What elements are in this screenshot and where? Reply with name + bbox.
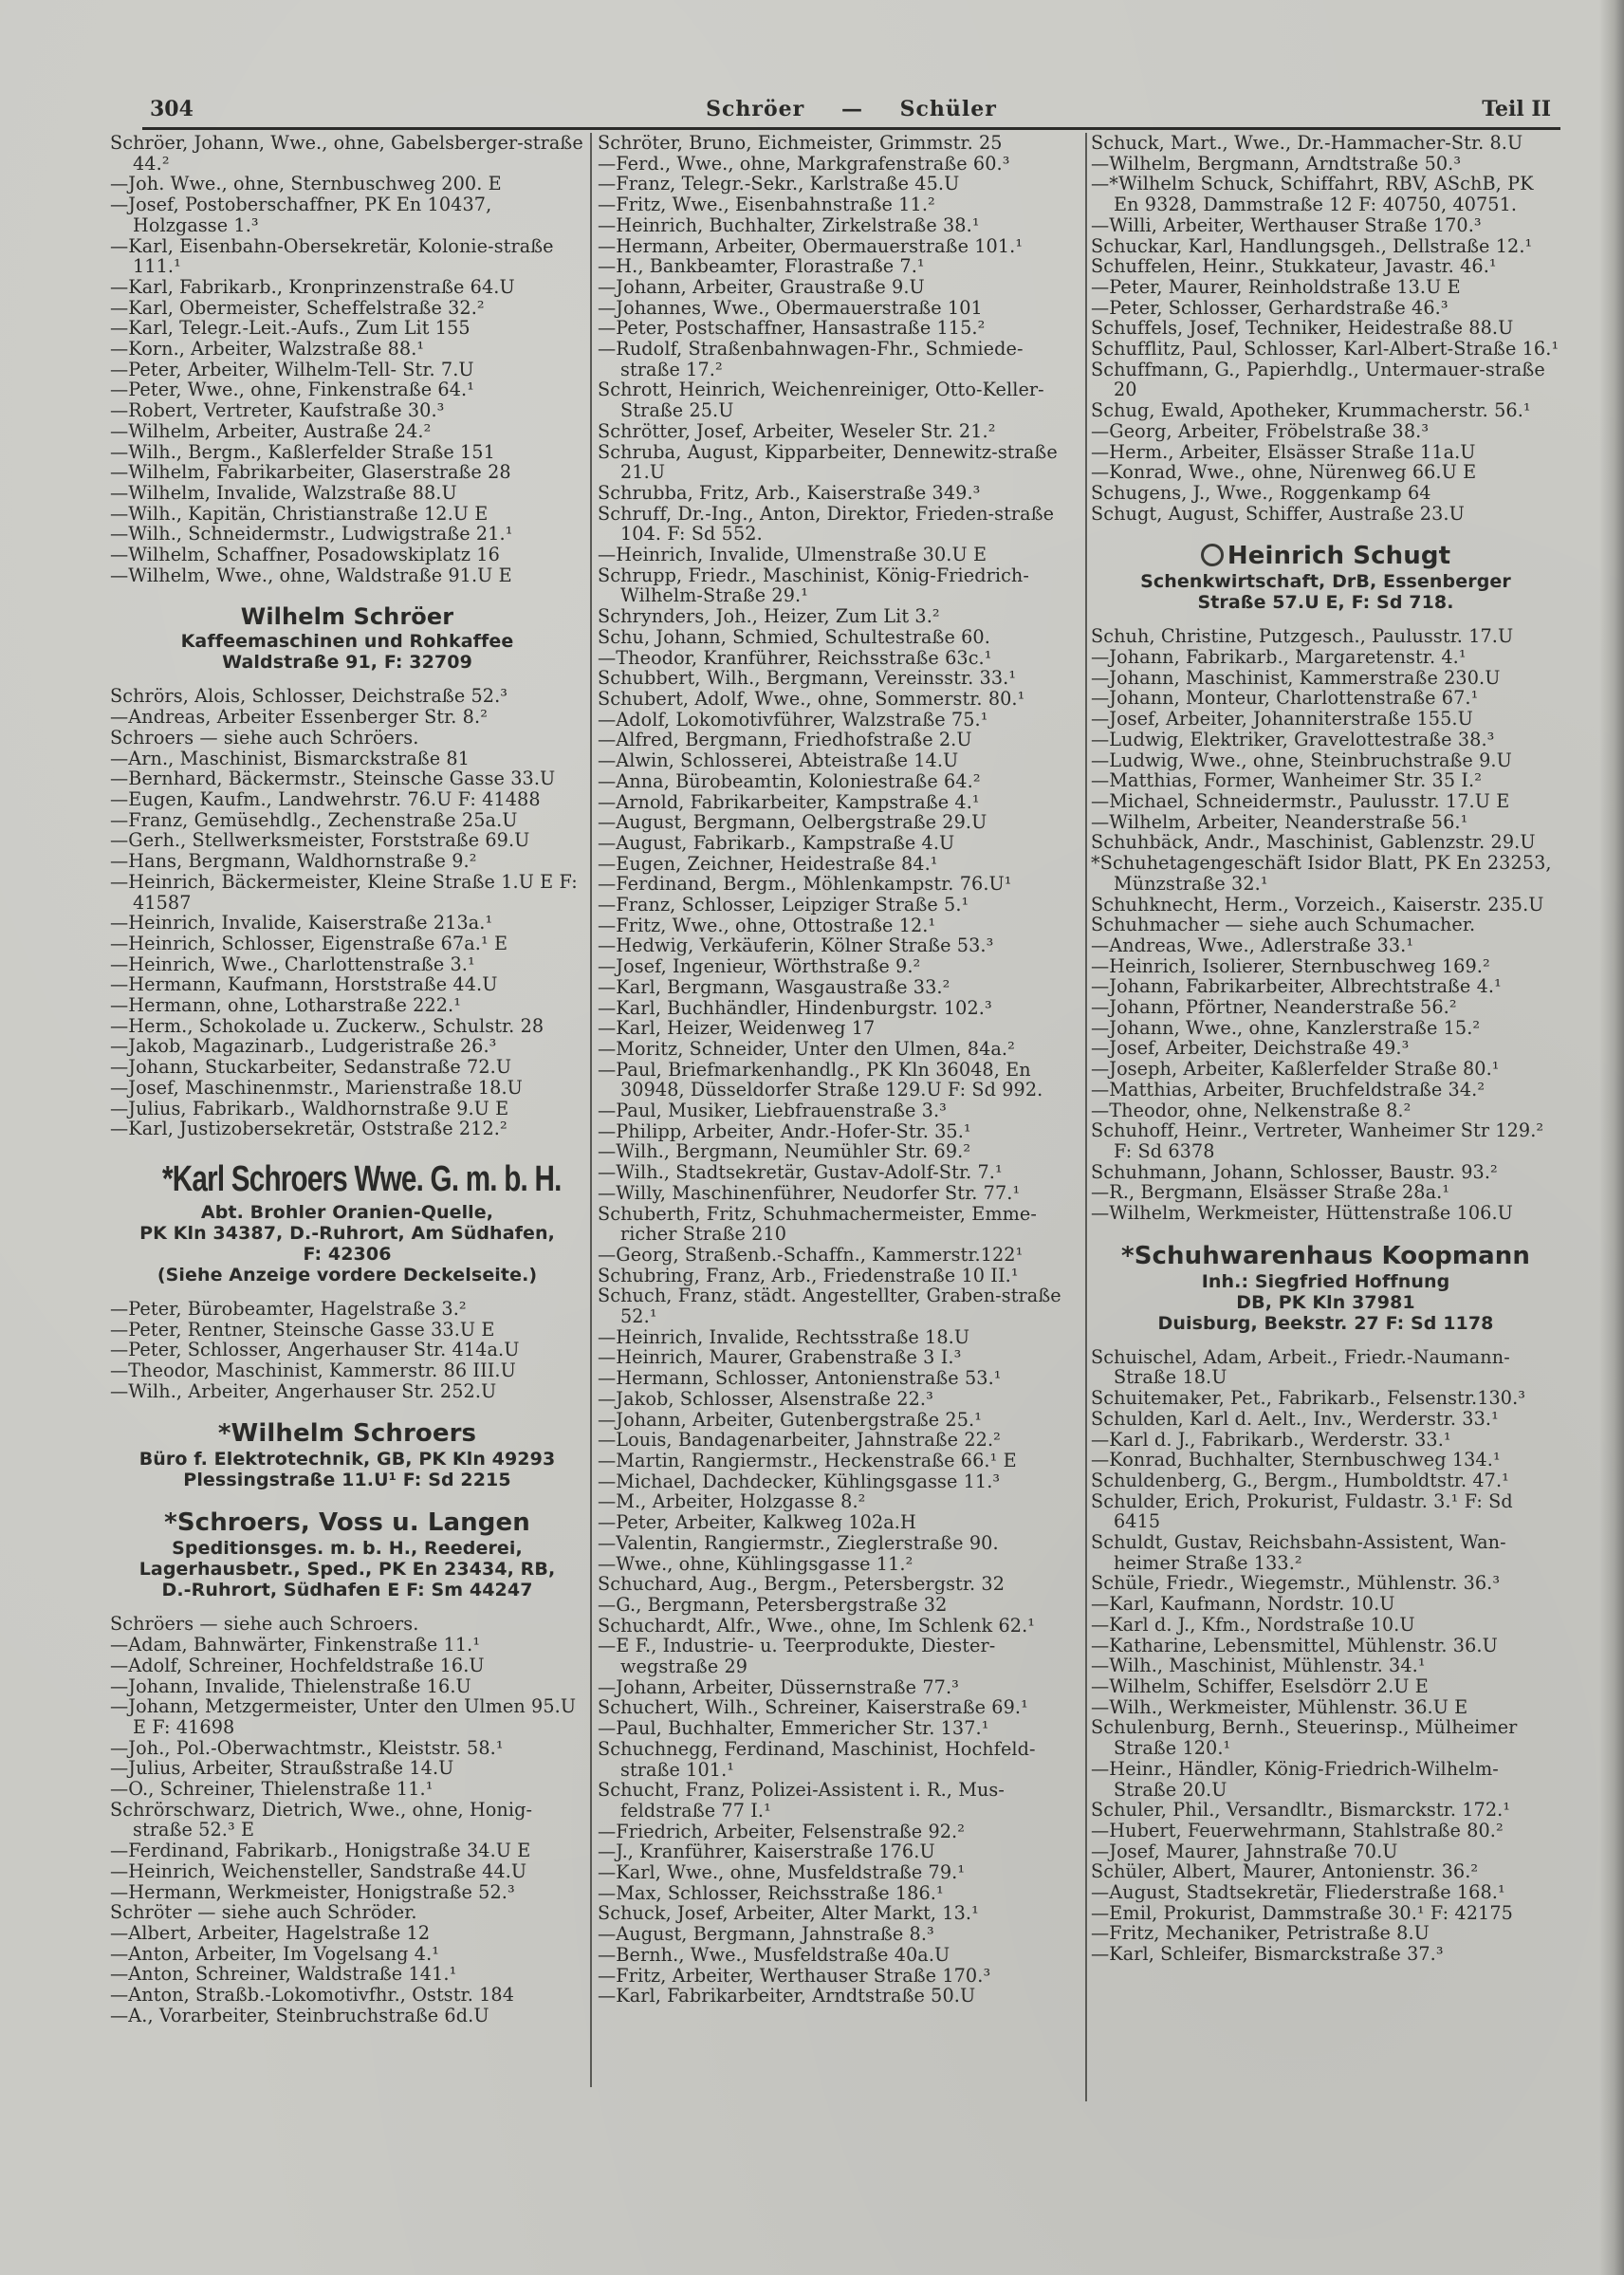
advertisement-title-text: Wilhelm Schröer <box>240 603 454 631</box>
directory-entry: Schulder, Erich, Prokurist, Fuldastr. 3.¹ F: Sd 6415 <box>1091 1489 1513 1533</box>
directory-entry: —Hermann, Werkmeister, Honigstraße 52.³ <box>110 1880 515 1903</box>
directory-entry: —August, Bergmann, Oelbergstraße 29.U <box>598 811 987 834</box>
directory-entry: —Peter, Arbeiter, Kalkweg 102a.H <box>598 1511 916 1534</box>
directory-entry: —Friedrich, Arbeiter, Felsenstraße 92.² <box>598 1820 966 1842</box>
directory-entry: —Herm., Schokolade u. Zuckerw., Schulstr. 28 <box>110 1014 544 1037</box>
directory-entry: —Julius, Arbeiter, Straußstraße 14.U <box>110 1757 454 1780</box>
directory-entry: Schuhbäck, Andr., Maschinist, Gablenzstr. 29.U <box>1091 831 1536 854</box>
directory-entry: —Peter, Bürobeamter, Hagelstraße 3.² <box>110 1297 467 1320</box>
advertisement-line: Abt. Brohler Oranien-Quelle, <box>200 1201 494 1223</box>
directory-entry: —Alfred, Bergmann, Friedhofstraße 2.U <box>598 729 972 751</box>
directory-entry: Schuhmacher — siehe auch Schumacher. <box>1091 914 1476 936</box>
directory-entry: —Alwin, Schlosserei, Abteistraße 14.U <box>598 749 959 772</box>
directory-entry: Schuchert, Wilh., Schreiner, Kaiserstraße 69.¹ <box>598 1696 1028 1719</box>
directory-entry: —Fritz, Mechaniker, Petristraße 8.U <box>1091 1922 1430 1945</box>
directory-entry: —Theodor, Kranführer, Reichsstraße 63c.¹ <box>598 646 992 669</box>
directory-entry: Schuhmann, Johann, Schlosser, Baustr. 93.² <box>1091 1160 1498 1183</box>
directory-entry: —M., Arbeiter, Holzgasse 8.² <box>598 1490 866 1513</box>
directory-entry: Schruff, Dr.-Ing., Anton, Direktor, Frieden-straße 104. F: Sd 552. <box>598 502 1055 546</box>
directory-entry: —Johann, Arbeiter, Graustraße 9.U <box>598 275 925 298</box>
directory-entry: Schröers — siehe auch Schroers. <box>110 1613 419 1636</box>
directory-entry: Schrott, Heinrich, Weichenreiniger, Otto-Keller-Straße 25.U <box>598 379 1044 422</box>
directory-entry: —Johann, Arbeiter, Düssernstraße 77.³ <box>598 1675 959 1698</box>
directory-entry: —Ludwig, Elektriker, Gravelottestraße 38.³ <box>1091 728 1495 750</box>
directory-entry: —Josef, Maschinenmstr., Marienstraße 18.U <box>110 1076 523 1099</box>
directory-entry: —Martin, Rangiermstr., Heckenstraße 66.¹ E <box>598 1450 1017 1471</box>
directory-entry: —*Wilhelm Schuck, Schiffahrt, RBV, ASchB, PK En 9328, Dammstraße 12 F: 40750, 40751. <box>1091 173 1534 216</box>
directory-entry: —Ferdinand, Bergm., Möhlenkampstr. 76.U¹ <box>598 873 1012 896</box>
directory-entry: —Karl, Justizobersekretär, Oststraße 212.² <box>110 1118 508 1140</box>
directory-entry: —Heinrich, Wwe., Charlottenstraße 3.¹ <box>110 953 475 975</box>
directory-entry: Schuhoff, Heinr., Vertreter, Wanheimer Str 129.² F: Sd 6378 <box>1091 1119 1544 1162</box>
directory-entry: —Max, Schlosser, Reichsstraße 186.¹ <box>598 1881 944 1904</box>
column-1 <box>110 133 584 2026</box>
directory-entry: —Wilhelm, Invalide, Walzstraße 88.U <box>110 481 457 504</box>
directory-entry: —Wilhelm, Fabrikarbeiter, Glaserstraße 28 <box>110 461 511 484</box>
directory-entry: —Willy, Maschinenführer, Neudorfer Str. 77.¹ <box>598 1181 1021 1204</box>
directory-entry: —Karl, Fabrikarbeiter, Arndtstraße 50.U <box>598 1985 976 2007</box>
directory-entry: —Anton, Straßb.-Lokomotivfhr., Oststr. 184 <box>110 1984 515 2007</box>
directory-entry: —Anton, Arbeiter, Im Vogelsang 4.¹ <box>110 1942 440 1965</box>
directory-entry: Schucht, Franz, Polizei-Assistent i. R., Mus-feldstraße 77 I.¹ <box>598 1779 1005 1822</box>
directory-entry: —Wilhelm, Arbeiter, Neanderstraße 56.¹ <box>1091 810 1468 833</box>
directory-entry: —Hans, Bergmann, Waldhornstraße 9.² <box>110 850 477 873</box>
directory-entry: —Wilhelm, Schiffer, Eselsdörr 2.U E <box>1091 1675 1429 1697</box>
directory-entry: Schuck, Josef, Arbeiter, Alter Markt, 13.¹ <box>598 1902 979 1925</box>
directory-entry: —Herm., Arbeiter, Elsässer Straße 11a.U <box>1091 440 1476 463</box>
directory-entry: —Joh. Wwe., ohne, Sternbuschweg 200. E <box>110 173 502 195</box>
directory-entry: —Andreas, Arbeiter Essenberger Str. 8.² <box>110 706 488 729</box>
directory-entry: —Wilhelm, Wwe., ohne, Waldstraße 91.U E <box>110 564 512 586</box>
directory-entry: —Wilhelm, Werkmeister, Hüttenstraße 106.U <box>1091 1202 1513 1225</box>
directory-entry: —Arn., Maschinist, Bismarckstraße 81 <box>110 747 471 769</box>
directory-entry: —Peter, Schlosser, Gerhardstraße 46.³ <box>1091 296 1449 319</box>
directory-entry: —Andreas, Wwe., Adlerstraße 33.¹ <box>1091 934 1414 956</box>
directory-entry: Schuckar, Karl, Handlungsgeh., Dellstraße 12.¹ <box>1091 234 1533 257</box>
directory-entry: Schuchard, Aug., Bergm., Petersbergstr. 32 <box>598 1573 1006 1596</box>
directory-entry: Schubert, Adolf, Wwe., ohne, Sommerstr. 80.¹ <box>598 687 1025 710</box>
directory-entry: Schufflitz, Paul, Schlosser, Karl-Albert-Straße 16.¹ <box>1091 338 1559 361</box>
directory-entry: —Franz, Schlosser, Leipziger Straße 5.¹ <box>598 894 969 916</box>
directory-entry: —Wilh., Maschinist, Mühlenstr. 34.¹ <box>1091 1655 1426 1677</box>
directory-entry: —Heinrich, Invalide, Rechtsstraße 18.U <box>598 1325 970 1348</box>
directory-entry: Schugens, J., Wwe., Roggenkamp 64 <box>1091 481 1431 504</box>
directory-entry: —Franz, Telegr.-Sekr., Karlstraße 45.U <box>598 173 960 195</box>
directory-entry: —Theodor, ohne, Nelkenstraße 8.² <box>1091 1099 1412 1121</box>
directory-entry: Schrörs, Alois, Schlosser, Deichstraße 52.³ <box>110 685 508 708</box>
directory-entry: —Heinrich, Buchhalter, Zirkelstraße 38.¹ <box>598 213 980 236</box>
directory-entry: —Hermann, ohne, Lotharstraße 222.¹ <box>110 994 462 1017</box>
directory-entry: Schröter, Bruno, Eichmeister, Grimmstr. 25 <box>598 132 1003 154</box>
directory-entry: Schröer, Johann, Wwe., ohne, Gabelsberger-straße 44.² <box>110 132 583 175</box>
directory-entry: —August, Stadtsekretär, Fliederstraße 168.¹ <box>1091 1881 1505 1904</box>
directory-entry: —Karl, Schleifer, Bismarckstraße 37.³ <box>1091 1943 1444 1966</box>
directory-entry: Schuffmann, G., Papierhdlg., Untermauer-straße 20 <box>1091 358 1545 401</box>
directory-entry: Schüler, Albert, Maurer, Antonienstr. 36.² <box>1091 1860 1479 1883</box>
advertisement-title <box>110 1418 584 1449</box>
directory-entry: —Peter, Rentner, Steinsche Gasse 33.U E <box>110 1318 495 1341</box>
directory-entry: —Anna, Bürobeamtin, Koloniestraße 64.² <box>598 769 981 792</box>
directory-entry: Schuffelen, Heinr., Stukkateur, Javastr. 46.¹ <box>1091 255 1497 278</box>
directory-entry: Schuberth, Fritz, Schuhmachermeister, Emme-richer Straße 210 <box>598 1202 1037 1246</box>
directory-entry: —Konrad, Wwe., ohne, Nürenweg 66.U E <box>1091 461 1477 484</box>
directory-entry: —Wilh., Schneidermstr., Ludwigstraße 21.¹ <box>110 523 513 546</box>
directory-entry: —J., Kranführer, Kaiserstraße 176.U <box>598 1840 935 1863</box>
column-3 <box>1091 133 1560 1965</box>
directory-entry: Schrupp, Friedr., Maschinist, König-Friedrich-Wilhelm-Straße 29.¹ <box>598 564 1029 607</box>
directory-entry: Schrörschwarz, Dietrich, Wwe., ohne, Honig-straße 52.³ E <box>110 1798 533 1841</box>
directory-entry: —Johann, Wwe., ohne, Kanzlerstraße 15.² <box>1091 1016 1481 1039</box>
directory-entry: —Georg, Straßenb.-Schaffn., Kammerstr.122¹ <box>598 1243 1024 1266</box>
page-edge-shadow <box>1599 0 1624 2275</box>
directory-entry: —Heinrich, Weichensteller, Sandstraße 44.U <box>110 1859 527 1882</box>
directory-entry: —Heinrich, Invalide, Ulmenstraße 30.U E <box>598 544 987 566</box>
directory-entry: *Schuhetagengeschäft Isidor Blatt, PK En 23253, Münzstraße 32.¹ <box>1091 852 1552 895</box>
directory-entry: Schuchnegg, Ferdinand, Maschinist, Hochfeld-straße 101.¹ <box>598 1737 1036 1781</box>
directory-entry: —Karl, Kaufmann, Nordstr. 10.U <box>1091 1593 1395 1616</box>
page-number: 304 <box>150 97 194 121</box>
directory-entry: —Johann, Invalide, Thielenstraße 16.U <box>110 1674 471 1697</box>
directory-entry: Schrynders, Joh., Heizer, Zum Lit 3.² <box>598 605 940 628</box>
directory-entry: —Johann, Fabrikarbeiter, Albrechtstraße 4.¹ <box>1091 975 1502 998</box>
header-rule <box>142 127 1560 130</box>
directory-entry: Schuh, Christine, Putzgesch., Paulusstr. 17.U <box>1091 625 1514 648</box>
advertisement-line: Inh.: Siegfried Hoffnung <box>1201 1270 1450 1292</box>
column-2 <box>598 133 1072 2007</box>
running-head-dash: — <box>840 97 863 121</box>
directory-entry: —A., Vorarbeiter, Steinbruchstraße 6d.U <box>110 2004 489 2026</box>
directory-entry: —Bernhard, Bäckermstr., Steinsche Gasse 33.U <box>110 768 556 790</box>
advertisement <box>110 602 584 673</box>
directory-entry: —Michael, Dachdecker, Kühlingsgasse 11.³ <box>598 1470 1001 1492</box>
advertisement <box>110 1156 584 1285</box>
directory-entry: —Johann, Monteur, Charlottenstraße 67.¹ <box>1091 687 1479 710</box>
directory-entry: —Hubert, Feuerwehrmann, Stahlstraße 80.² <box>1091 1819 1504 1841</box>
directory-entry: —Valentin, Rangiermstr., Zieglerstraße 90. <box>598 1531 999 1554</box>
directory-entry: —Peter, Schlosser, Angerhauser Str. 414a.U <box>110 1339 520 1361</box>
page-header <box>142 95 1560 127</box>
directory-entry: —Wilh., Werkmeister, Mühlenstr. 36.U E <box>1091 1695 1468 1718</box>
directory-entry: —Karl, Heizer, Weidenweg 17 <box>598 1017 876 1040</box>
directory-entry: —Philipp, Arbeiter, Andr.-Hofer-Str. 35.¹ <box>598 1119 971 1142</box>
advertisement-line: (Siehe Anzeige vordere Deckelseite.) <box>157 1264 538 1285</box>
directory-entry: —Karl d. J., Fabrikarb., Werderstr. 33.¹ <box>1091 1428 1451 1451</box>
directory-entry: —Anton, Schreiner, Waldstraße 141.¹ <box>110 1963 457 1986</box>
directory-entry: —Fritz, Wwe., ohne, Ottostraße 12.¹ <box>598 914 936 936</box>
running-head-from: Schröer <box>706 97 805 121</box>
advertisement-line: Duisburg, Beekstr. 27 F: Sd 1178 <box>1157 1312 1494 1334</box>
advertisement-line: F: 42306 <box>303 1243 392 1265</box>
directory-entry: —Jakob, Schlosser, Alsenstraße 22.³ <box>598 1387 933 1410</box>
advertisement-title-text: Heinrich Schugt <box>1227 542 1451 571</box>
directory-entry: Schuhknecht, Herm., Vorzeich., Kaiserstr. 235.U <box>1091 893 1544 916</box>
advertisement-title <box>162 1156 562 1202</box>
directory-entry: —Peter, Wwe., ohne, Finkenstraße 64.¹ <box>110 379 475 401</box>
directory-entry: —Joh., Pol.-Oberwachtmstr., Kleiststr. 58.¹ <box>110 1736 504 1759</box>
directory-entry: —Karl, Bergmann, Wasgaustraße 33.² <box>598 975 950 998</box>
advertisement-line: Büro f. Elektrotechnik, GB, PK Kln 49293 <box>138 1449 556 1470</box>
directory-entry: —Konrad, Buchhalter, Sternbuschweg 134.¹ <box>1091 1449 1501 1471</box>
directory-entry: —Katharine, Lebensmittel, Mühlenstr. 36.U <box>1091 1634 1498 1656</box>
advertisement-line: Speditionsges. m. b. H., Reederei, <box>172 1538 523 1560</box>
directory-entry: —Johann, Arbeiter, Gutenbergstraße 25.¹ <box>598 1408 983 1431</box>
directory-entry: Schrubba, Fritz, Arb., Kaiserstraße 349.³ <box>598 481 981 504</box>
advertisement-line: Lagerhausbetr., Sped., PK En 23434, RB, <box>138 1559 556 1581</box>
directory-entry: Schuck, Mart., Wwe., Dr.-Hammacher-Str. 8.U <box>1091 132 1523 154</box>
directory-entry: —Johann, Maschinist, Kammerstraße 230.U <box>1091 666 1501 689</box>
directory-entry: Schröter — siehe auch Schröder. <box>110 1901 417 1924</box>
directory-entry: —Hermann, Schlosser, Antonienstraße 53.¹ <box>598 1367 1002 1390</box>
directory-entry: —E F., Industrie- u. Teerprodukte, Diester-wegstraße 29 <box>598 1635 996 1678</box>
advertisement-title-text: *Wilhelm Schroers <box>217 1419 477 1449</box>
directory-entry: —Matthias, Former, Wanheimer Str. 35 I.² <box>1091 769 1482 792</box>
directory-entry: —Heinrich, Isolierer, Sternbuschweg 169.² <box>1091 954 1490 977</box>
directory-entry: —Josef, Postoberschaffner, PK En 10437, Holzgasse 1.³ <box>110 194 492 236</box>
directory-entry: Schrötter, Josef, Arbeiter, Weseler Str. 21.² <box>598 419 996 442</box>
directory-entry: —Joseph, Arbeiter, Kaßlerfelder Straße 80.¹ <box>1091 1058 1500 1081</box>
directory-entry: —August, Bergmann, Jahnstraße 8.³ <box>598 1923 934 1946</box>
advertisement <box>110 1507 584 1600</box>
advertisement-title-text: *Schuhwarenhaus Koopmann <box>1121 1241 1530 1270</box>
advertisement-line: Plessingstraße 11.U¹ F: Sd 2215 <box>183 1470 511 1491</box>
directory-entry: —Wilh., Bergm., Kaßlerfelder Straße 151 <box>110 440 495 463</box>
directory-entry: —Josef, Maurer, Jahnstraße 70.U <box>1091 1840 1398 1862</box>
directory-entry: Schug, Ewald, Apotheker, Krummacherstr. 56.¹ <box>1091 399 1531 422</box>
directory-entry: —Wilh., Bergmann, Neumühler Str. 69.² <box>598 1140 971 1163</box>
directory-entry: —Albert, Arbeiter, Hagelstraße 12 <box>110 1922 431 1944</box>
directory-entry: —Johann, Metzgermeister, Unter den Ulmen 95.U E F: 41698 <box>110 1695 577 1738</box>
directory-entry: —Johann, Fabrikarb., Margaretenstr. 4.¹ <box>1091 646 1467 669</box>
directory-entry: —Karl, Wwe., ohne, Musfeldstraße 79.¹ <box>598 1861 966 1884</box>
directory-entry: —Eugen, Kaufm., Landwehrstr. 76.U F: 41488 <box>110 787 541 810</box>
directory-entry: —Matthias, Arbeiter, Bruchfeldstraße 34.² <box>1091 1078 1486 1101</box>
directory-entry: —R., Bergmann, Elsässer Straße 28a.¹ <box>1091 1181 1450 1204</box>
advertisement-line: PK Kln 34387, D.-Ruhrort, Am Südhafen, <box>139 1222 555 1244</box>
directory-entry: —Peter, Postschaffner, Hansastraße 115.² <box>598 317 986 340</box>
directory-entry: —Bernh., Wwe., Musfeldstraße 40a.U <box>598 1943 950 1966</box>
directory-entry: —Adolf, Schreiner, Hochfeldstraße 16.U <box>110 1654 485 1676</box>
directory-entry: —Michael, Schneidermstr., Paulusstr. 17.U E <box>1091 789 1510 812</box>
directory-entry: —Emil, Prokurist, Dammstraße 30.¹ F: 42175 <box>1091 1901 1513 1924</box>
directory-entry: —Moritz, Schneider, Unter den Ulmen, 84a.² <box>598 1037 1015 1060</box>
advertisement-line: DB, PK Kln 37981 <box>1236 1291 1415 1313</box>
directory-entry: —Jakob, Magazinarb., Ludgeristraße 26.³ <box>110 1035 497 1058</box>
directory-entry: —Robert, Vertreter, Kaufstraße 30.³ <box>110 399 445 422</box>
advertisement-line: Waldstraße 91, F: 32709 <box>222 652 472 674</box>
directory-entry: —Heinrich, Bäckermeister, Kleine Straße 1.U E F: 41587 <box>110 870 578 914</box>
directory-entry: —Paul, Musiker, Liebfrauenstraße 3.³ <box>598 1100 947 1122</box>
advertisement-title <box>110 1507 584 1538</box>
directory-entry: Schuitemaker, Pet., Fabrikarb., Felsenstr.130.³ <box>1091 1387 1526 1410</box>
running-head-to: Schüler <box>899 97 997 121</box>
directory-entry: —Karl, Buchhändler, Hindenburgstr. 102.³ <box>598 996 992 1019</box>
directory-entry: —Karl, Telegr.-Leit.-Aufs., Zum Lit 155 <box>110 317 471 340</box>
directory-entry: —Paul, Briefmarkenhandlg., PK Kln 36048, En 30948, Düsseldorfer Straße 129.U F: Sd 992. <box>598 1058 1043 1101</box>
directory-entry: —Ferdinand, Fabrikarb., Honigstraße 34.U E <box>110 1840 531 1862</box>
directory-entry: Schuldt, Gustav, Reichsbahn-Assistent, Wan-heimer Straße 133.² <box>1091 1531 1506 1574</box>
directory-entry: —Heinrich, Schlosser, Eigenstraße 67a.¹ E <box>110 932 508 954</box>
advertisement-line: Straße 57.U E, F: Sd 718. <box>1197 592 1454 614</box>
wreath-icon <box>1201 544 1224 566</box>
directory-entry: Schubring, Franz, Arb., Friedenstraße 10 II.¹ <box>598 1264 1019 1286</box>
directory-entry: Schulenburg, Bernh., Steuerinsp., Mülheimer Straße 120.¹ <box>1091 1716 1518 1760</box>
directory-entry: —Fritz, Wwe., Eisenbahnstraße 11.² <box>598 194 935 216</box>
directory-entry: —Wilh., Arbeiter, Angerhauser Str. 252.U <box>110 1379 497 1402</box>
directory-entry: —Adam, Bahnwärter, Finkenstraße 11.¹ <box>110 1634 481 1656</box>
advertisement-title <box>1091 1241 1560 1271</box>
directory-entry: —Johann, Stuckarbeiter, Sedanstraße 72.U <box>110 1056 512 1079</box>
directory-entry: —Heinrich, Maurer, Grabenstraße 3 I.³ <box>598 1346 962 1369</box>
directory-entry: —Julius, Fabrikarb., Waldhornstraße 9.U E <box>110 1097 509 1119</box>
directory-entry: —Wilhelm, Schaffner, Posadowskiplatz 16 <box>110 544 500 566</box>
directory-entry: —Georg, Arbeiter, Fröbelstraße 38.³ <box>1091 419 1430 442</box>
advertisement <box>1091 541 1560 613</box>
section-label: Teil II <box>1482 97 1551 121</box>
advertisement-title <box>1091 541 1560 571</box>
directory-entry: Schuffels, Josef, Techniker, Heidestraße 88.U <box>1091 317 1514 340</box>
directory-entry: —Ludwig, Wwe., ohne, Steinbruchstraße 9.U <box>1091 749 1512 771</box>
directory-entry: —Hedwig, Verkäuferin, Kölner Straße 53.³ <box>598 934 994 957</box>
directory-entry: Schugt, August, Schiffer, Austraße 23.U <box>1091 502 1465 525</box>
advertisement <box>110 1418 584 1490</box>
directory-entry: Schuldenberg, G., Bergm., Humboldtstr. 47.¹ <box>1091 1469 1509 1491</box>
running-head <box>142 97 1560 121</box>
directory-entry: —Johannes, Wwe., Obermauerstraße 101 <box>598 296 983 319</box>
directory-entry: —Josef, Ingenieur, Wörthstraße 9.² <box>598 955 921 978</box>
advertisement-title <box>110 602 584 631</box>
directory-entry: Schuch, Franz, städt. Angestellter, Graben-straße 52.¹ <box>598 1285 1061 1328</box>
directory-entry: —Wilh., Stadtsekretär, Gustav-Adolf-Str. 7.¹ <box>598 1161 1003 1184</box>
directory-entry: —Rudolf, Straßenbahnwagen-Fhr., Schmiede-straße 17.² <box>598 338 1024 380</box>
directory-entry: —G., Bergmann, Petersbergstraße 32 <box>598 1593 948 1616</box>
advertisement-line: Schenkwirtschaft, DrB, Essenberger <box>1140 571 1511 593</box>
advertisement-line: D.-Ruhrort, Südhafen E F: Sm 44247 <box>161 1580 533 1601</box>
directory-entry: —Gerh., Stellwerksmeister, Forststraße 69.U <box>110 829 530 852</box>
directory-entry: Schroers — siehe auch Schröers. <box>110 726 419 749</box>
directory-entry: —Arnold, Fabrikarbeiter, Kampstraße 4.¹ <box>598 790 980 813</box>
column-divider <box>590 133 592 2087</box>
directory-entry: —Wilhelm, Bergmann, Arndtstraße 50.³ <box>1091 152 1462 175</box>
directory-entry: —Karl, Fabrikarb., Kronprinzenstraße 64.U <box>110 275 515 298</box>
directory-entry: —Hermann, Arbeiter, Obermauerstraße 101.¹ <box>598 234 1024 257</box>
directory-entry: —Karl d. J., Kfm., Nordstraße 10.U <box>1091 1613 1415 1636</box>
directory-entry: —Theodor, Maschinist, Kammerstr. 86 III.U <box>110 1359 516 1382</box>
directory-entry: —Louis, Bandagenarbeiter, Jahnstraße 22.² <box>598 1429 1001 1452</box>
directory-entry: Schuler, Phil., Versandltr., Bismarckstr. 172.¹ <box>1091 1799 1511 1822</box>
directory-entry: Schruba, August, Kipparbeiter, Dennewitz-straße 21.U <box>598 440 1058 484</box>
directory-entry: —Johann, Pförtner, Neanderstraße 56.² <box>1091 996 1457 1019</box>
directory-entry: —Wilhelm, Arbeiter, Austraße 24.² <box>110 419 432 442</box>
directory-entry: —Fritz, Arbeiter, Werthauser Straße 170.³ <box>598 1964 991 1987</box>
directory-entry: —Paul, Buchhalter, Emmericher Str. 137.¹ <box>598 1717 989 1740</box>
directory-entry: —Heinrich, Invalide, Kaiserstraße 213a.¹ <box>110 912 493 934</box>
directory-entry: —Karl, Eisenbahn-Obersekretär, Kolonie-straße 111.¹ <box>110 234 554 278</box>
directory-entry: Schubbert, Wilh., Bergmann, Vereinsstr. 33.¹ <box>598 667 1017 690</box>
directory-entry: —Josef, Arbeiter, Deichstraße 49.³ <box>1091 1037 1410 1060</box>
directory-entry: —Ferd., Wwe., ohne, Markgrafenstraße 60.³ <box>598 152 1010 175</box>
directory-entry: Schuischel, Adam, Arbeit., Friedr.-Naumann-Straße 18.U <box>1091 1345 1510 1389</box>
directory-entry: —Wwe., ohne, Kühlingsgasse 11.² <box>598 1552 914 1575</box>
directory-entry: —H., Bankbeamter, Florastraße 7.¹ <box>598 255 925 278</box>
directory-entry: Schüle, Friedr., Wiegemstr., Mühlenstr. 36.³ <box>1091 1572 1501 1595</box>
advertisement-title-text: *Schroers, Voss u. Langen <box>164 1508 530 1538</box>
directory-entry: Schuchardt, Alfr., Wwe., ohne, Im Schlenk 62.¹ <box>598 1614 1036 1637</box>
directory-entry: —Peter, Maurer, Reinholdstraße 13.U E <box>1091 275 1461 298</box>
directory-entry: —Eugen, Zeichner, Heidestraße 84.¹ <box>598 852 938 875</box>
directory-entry: —Adolf, Lokomotivführer, Walzstraße 75.¹ <box>598 708 988 731</box>
directory-entry: —Hermann, Kaufmann, Horststraße 44.U <box>110 973 498 996</box>
advertisement-line: Kaffeemaschinen und Rohkaffee <box>180 631 514 653</box>
column-divider <box>1085 133 1087 2101</box>
directory-entry: —Korn., Arbeiter, Walzstraße 88.¹ <box>110 338 425 361</box>
directory-entry: Schu, Johann, Schmied, Schultestraße 60. <box>598 625 990 648</box>
directory-entry: —Peter, Arbeiter, Wilhelm-Tell- Str. 7.U <box>110 358 474 380</box>
directory-entry: Schulden, Karl d. Aelt., Inv., Werderstr. 33.¹ <box>1091 1407 1499 1430</box>
directory-entry: —O., Schreiner, Thielenstraße 11.¹ <box>110 1778 434 1801</box>
directory-entry: —Willi, Arbeiter, Werthauser Straße 170.³ <box>1091 213 1482 236</box>
directory-entry: —Karl, Obermeister, Scheffelstraße 32.² <box>110 296 485 319</box>
directory-entry: —Heinr., Händler, König-Friedrich-Wilhelm-Straße 20.U <box>1091 1757 1499 1801</box>
directory-entry: —Josef, Arbeiter, Johanniterstraße 155.U <box>1091 708 1473 731</box>
directory-entry: —August, Fabrikarb., Kampstraße 4.U <box>598 831 955 854</box>
directory-entry: —Wilh., Kapitän, Christianstraße 12.U E <box>110 502 489 525</box>
directory-entry: —Franz, Gemüsehdlg., Zechenstraße 25a.U <box>110 808 518 831</box>
advertisement <box>1091 1241 1560 1334</box>
advertisement-title-text: *Karl Schroers Wwe. G. m. b. H. <box>162 1158 562 1199</box>
